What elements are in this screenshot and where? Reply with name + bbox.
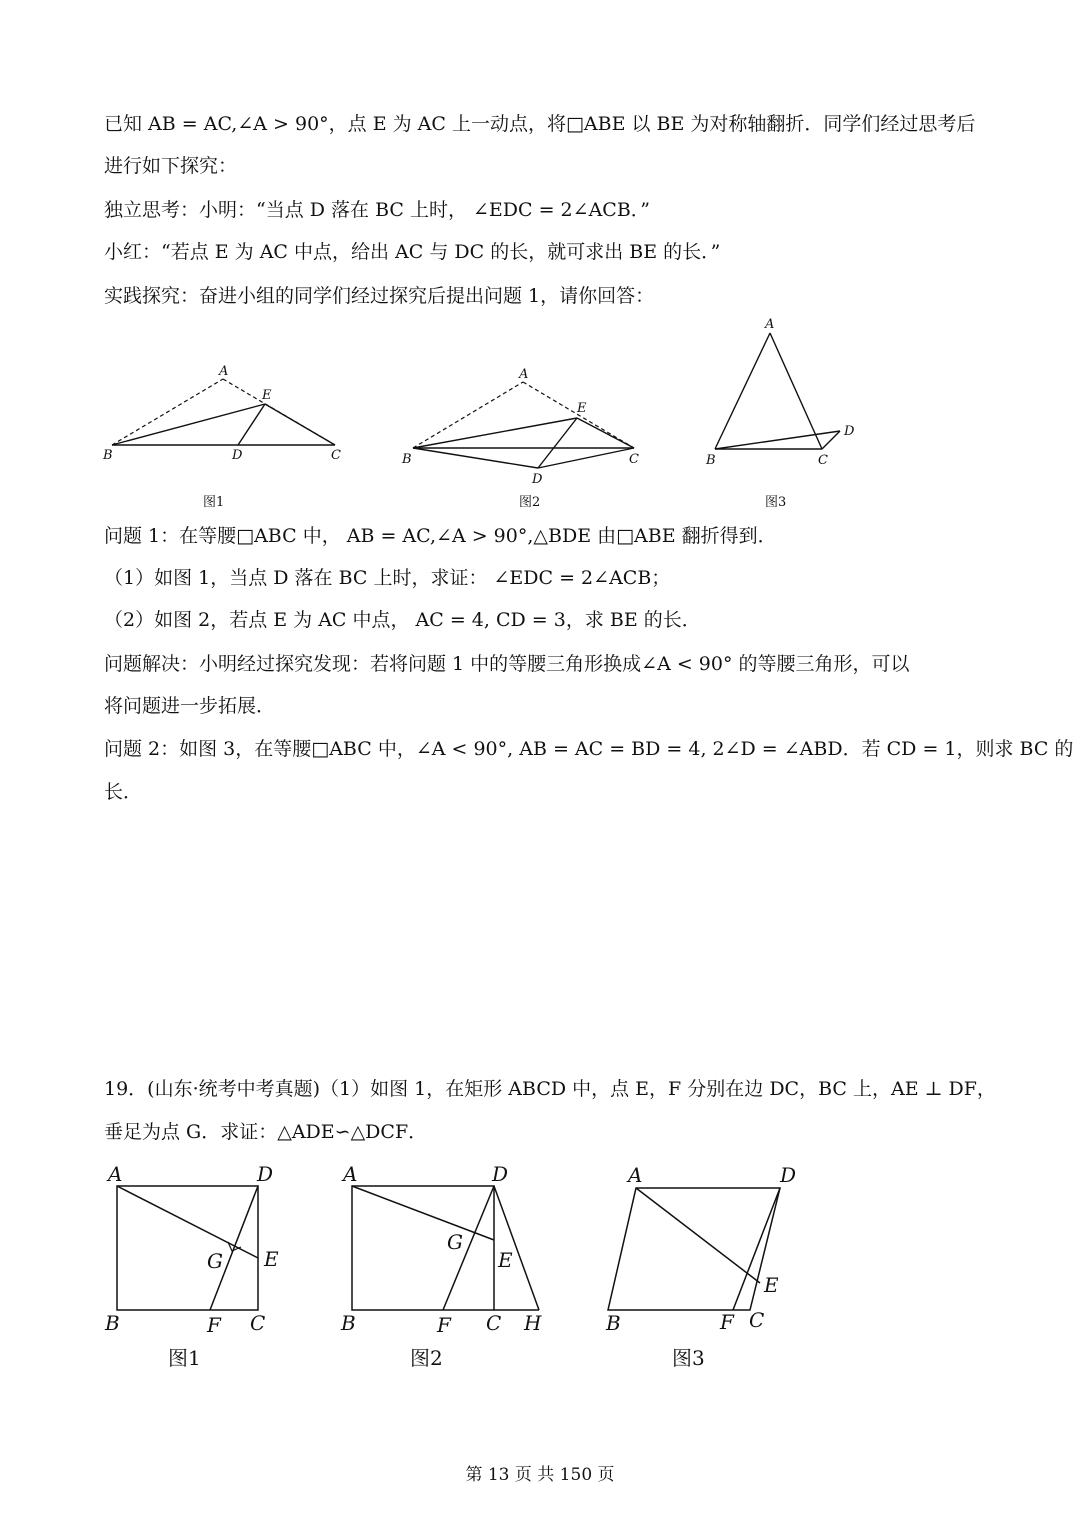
solution-line-2: 将问题进一步拓展． [104, 695, 276, 717]
label-A: A [765, 317, 775, 332]
label-B: B [606, 1311, 621, 1335]
bottom-figure-2 [335, 1160, 555, 1375]
caption-fig1: 图1 [168, 1346, 201, 1370]
seg-AE [352, 1186, 494, 1240]
label-E: E [764, 1273, 779, 1297]
label-E: E [577, 401, 587, 416]
label-D: D [232, 448, 243, 463]
label-D: D [780, 1163, 797, 1187]
seg-BA-dashed [112, 379, 223, 445]
problem-19-line-2: 垂足为点 G．求证：△ADE∽△DCF． [104, 1121, 428, 1143]
question-1-part-2: （2）如图 2，若点 E 为 AC 中点， AC = 4, CD = 3，求 BE 的长． [104, 609, 701, 631]
caption-fig1: 图1 [203, 495, 225, 510]
label-E: E [262, 388, 272, 403]
question-2-line-2: 长． [104, 781, 143, 803]
bottom-figure-3 [600, 1160, 810, 1375]
label-A: A [219, 364, 229, 379]
label-D: D [532, 472, 543, 487]
label-B: B [103, 448, 113, 463]
problem-19-line-1: 19．(山东·统考中考真题)（1）如图 1，在矩形 ABCD 中，点 E，F 分别在边 DC，BC 上，AE ⊥ DF， [104, 1078, 996, 1100]
label-A: A [628, 1163, 643, 1187]
label-D: D [844, 424, 855, 439]
solution-line-1: 问题解决：小明经过探究发现：若将问题 1 中的等腰三角形换成∠A < 90° 的等腰三角形，可以 [104, 653, 910, 675]
top-figure-3 [700, 315, 870, 515]
seg-BD [413, 448, 538, 468]
caption-fig2: 图2 [519, 495, 541, 510]
label-F: F [720, 1310, 734, 1334]
seg-EC [577, 418, 634, 448]
top-figure-2 [395, 360, 655, 515]
label-B: B [105, 1311, 120, 1335]
label-F: F [207, 1313, 221, 1337]
caption-fig2: 图2 [410, 1346, 443, 1370]
seg-EC [265, 404, 335, 445]
page-footer: 第 13 页 共 150 页 [465, 1465, 615, 1485]
label-F: F [437, 1313, 451, 1337]
label-C: C [250, 1311, 266, 1335]
label-A: A [108, 1162, 123, 1186]
label-B: B [706, 453, 716, 468]
seg-AB [715, 333, 770, 449]
top-figure-1 [95, 355, 355, 515]
bottom-figure-1 [100, 1160, 300, 1375]
label-D: D [257, 1162, 274, 1186]
label-E: E [264, 1247, 279, 1271]
label-A: A [343, 1162, 358, 1186]
label-C: C [486, 1311, 502, 1335]
seg-DF [210, 1186, 258, 1310]
quad-ABCD [608, 1188, 780, 1310]
label-C: C [331, 448, 341, 463]
label-G: G [447, 1230, 463, 1254]
problem-intro-line-2: 进行如下探究： [104, 155, 238, 177]
label-B: B [341, 1311, 356, 1335]
label-G: G [207, 1249, 223, 1273]
seg-AE [117, 1186, 258, 1258]
xiaohong-line: 小红：“若点 E 为 AC 中点，给出 AC 与 DC 的长，就可求出 BE 的长．” [104, 241, 721, 263]
caption-fig3: 图3 [765, 495, 787, 510]
label-H: H [524, 1311, 542, 1335]
label-A: A [519, 367, 529, 382]
practice-line: 实践探究：奋进小组的同学们经过探究后提出问题 1，请你回答： [104, 285, 655, 307]
question-2-line-1: 问题 2：如图 3，在等腰□ABC 中，∠A < 90°, AB = AC = BD = 4, 2∠D = ∠ABD．若 CD = 1，则求 BC 的 [104, 738, 1074, 760]
label-D: D [492, 1162, 509, 1186]
label-C: C [629, 452, 639, 467]
label-E: E [498, 1248, 513, 1272]
caption-fig3: 图3 [672, 1346, 705, 1370]
question-1-part-1: （1）如图 1，当点 D 落在 BC 上时，求证： ∠EDC = 2∠ACB； [104, 567, 671, 589]
seg-AC [770, 333, 822, 449]
independent-thinking-line: 独立思考：小明：“当点 D 落在 BC 上时， ∠EDC = 2∠ACB．” [104, 199, 651, 221]
question-1-line: 问题 1：在等腰□ABC 中， AB = AC,∠A > 90°,△BDE 由□ABE 翻折得到． [104, 525, 777, 547]
label-C: C [818, 453, 828, 468]
seg-AE [636, 1188, 760, 1283]
seg-DC [538, 448, 634, 468]
label-B: B [402, 452, 412, 467]
rect-ABCD [352, 1186, 494, 1310]
label-C: C [749, 1308, 765, 1332]
problem-intro-line-1: 已知 AB = AC,∠A > 90°，点 E 为 AC 上一动点，将□ABE 以 BE 为对称轴翻折．同学们经过思考后 [104, 113, 976, 135]
